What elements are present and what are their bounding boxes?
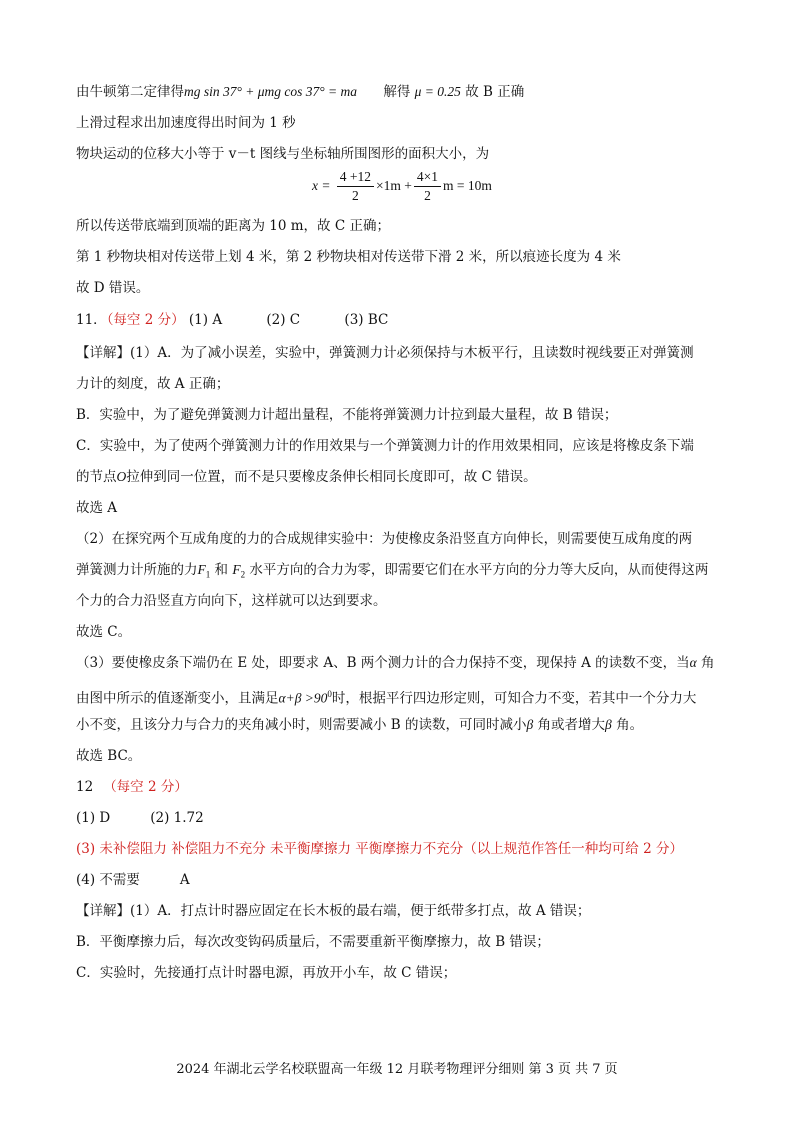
detail-11-choose-a: 故选 A xyxy=(76,500,118,516)
detail-12-1c: C．实验时，先接通打点计时器电源，再放开小车，故 C 错误； xyxy=(76,965,457,981)
question-12-header: 12 （每空 2 分） xyxy=(76,779,188,795)
detail-11-3a: （3）要使橡皮条下端仍在 E 处，即要求 A、B 两个测力计的合力保持不变，现保持 A 的读数不变，当α 角 xyxy=(76,655,715,671)
solution-line-trace: 第 1 秒物块相对传送带上划 4 米，第 2 秒物块相对传送带下滑 2 米，所以痕迹长度为 4 米 xyxy=(76,249,621,265)
solution-line-time: 上滑过程求出加速度得出时间为 1 秒 xyxy=(76,115,296,131)
detail-11-choose-c: 故选 C。 xyxy=(76,624,132,640)
question-11-header: 11．（每空 2 分） (1) A (2) C (3) BC xyxy=(76,312,389,328)
fraction-2: $\frac{4\times 1}{2}$ xyxy=(414,168,441,205)
displacement-formula: x = $\frac{4 +12}{2}$ ×1m + $\frac{4\times 1}{2}$ m = 10m xyxy=(312,169,492,203)
detail-12-1b: B．平衡摩擦力后，每次改变钩码质量后，不需要重新平衡摩擦力，故 B 错误； xyxy=(76,934,550,950)
detail-11-2b: 弹簧测力计所施的力$F_1$ 和 $F_2$ 水平方向的合力为零，即需要它们在水平方向的分力等大反向，从而使得这两 xyxy=(76,562,709,580)
detail-11-3b: 由图中所示的值逐渐变小，且满足$\alpha+\beta >90^0$时，根据平行四边形定则，可知合力不变，若其中一个分力大 xyxy=(76,689,697,707)
solution-line-newton: 由牛顿第二定律得mg sin 37° + μmg cos 37° = ma 解得 μ = 0.25 故 B 正确 xyxy=(76,84,525,100)
detail-11-3c: 小不变，且该分力与合力的夹角减小时，则需要减小 B 的读数，可同时减小β 角或者增大β 角。 xyxy=(76,717,644,733)
answer-12-4: (4) 不需要 A xyxy=(76,872,190,888)
detail-11-2a: （2）在探究两个互成角度的力的合成规律实验中：为使橡皮条沿竖直方向伸长，则需要使互成角度的两 xyxy=(76,531,693,547)
detail-11-2c: 个力的合力沿竖直方向向下，这样就可以达到要求。 xyxy=(76,593,387,609)
answer-12-1-2: (1) D (2) 1.72 xyxy=(76,810,204,826)
detail-11-c-a: C．实验中，为了使两个弹簧测力计的作用效果与一个弹簧测力计的作用效果相同，应该是将橡皮条下端 xyxy=(76,438,694,454)
detail-11-1b: 力计的刻度，故 A 正确； xyxy=(76,376,230,392)
solution-line-area: 物块运动的位移大小等于 v－t 图线与坐标轴所围图形的面积大小，为 xyxy=(76,146,490,162)
mu-result: μ = 0.25 xyxy=(414,84,461,99)
score-note: （每空 2 分） xyxy=(103,779,188,795)
page-footer: 2024 年湖北云学名校联盟高一年级 12 月联考物理评分细则 第 3 页 共 7 页 xyxy=(176,1062,618,1077)
newton-equation: mg sin 37° + μmg cos 37° = ma xyxy=(184,84,358,99)
detail-11-1a: 【详解】(1）A．为了减小误差，实验中，弹簧测力计必须保持与木板平行，且读数时视线要正对弹簧测 xyxy=(76,345,694,361)
detail-11-b: B．实验中，为了避免弹簧测力计超出量程，不能将弹簧测力计拉到最大量程，故 B 错误； xyxy=(76,407,618,423)
solution-line-d-wrong: 故 D 错误。 xyxy=(76,280,150,296)
solution-line-distance: 所以传送带底端到顶端的距离为 10 m，故 C 正确； xyxy=(76,218,390,234)
score-note: （每空 2 分） xyxy=(106,312,185,328)
detail-11-choose-bc: 故选 BC。 xyxy=(76,748,142,764)
fraction-1: $\frac{4 +12}{2}$ xyxy=(337,168,374,205)
answer-12-3: (3) 未补偿阻力 补偿阻力不充分 未平衡摩擦力 平衡摩擦力不充分（以上规范作答任一种均可给 2 分） xyxy=(76,841,683,857)
detail-12-1a: 【详解】(1）A．打点计时器应固定在长木板的最右端，便于纸带多打点，故 A 错误； xyxy=(76,903,591,919)
detail-11-c-b: 的节点O拉伸到同一位置，而不是只要橡皮条伸长相同长度即可，故 C 错误。 xyxy=(76,469,537,485)
